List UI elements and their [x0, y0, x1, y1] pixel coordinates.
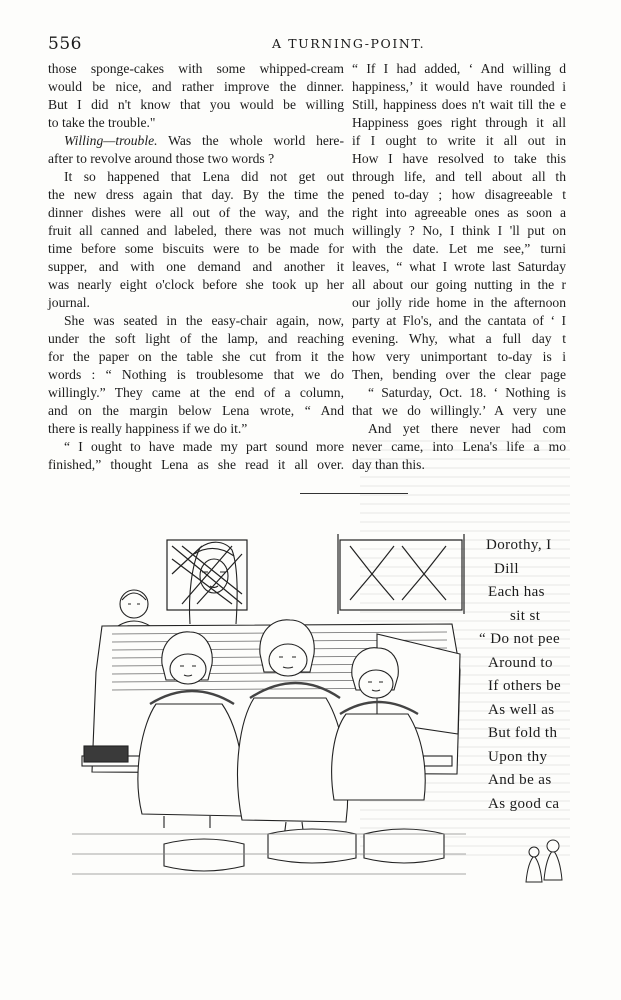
poem-line: Dorothy, I: [486, 537, 552, 553]
poem-line: As good ca: [488, 795, 560, 812]
old-woman-figure: [189, 542, 237, 624]
text-line: if I ought to write it all out in: [352, 133, 566, 148]
text-line: with the date. Let me see,” turni: [352, 241, 566, 256]
text-line: “ Saturday, Oct. 18. ‘ Nothing is: [368, 385, 566, 400]
page-number: 556: [48, 34, 82, 54]
text-line: willingly ? No, I think I 'll put on: [352, 223, 566, 238]
text-line: our jolly ride home in the afternoon: [352, 295, 566, 310]
text-line: “ I ought to have made my part sound more: [64, 439, 344, 454]
text-line: [48, 132, 344, 150]
poem-line: “ Do not pee: [479, 631, 561, 647]
text-line: never came, into Lena's life a mo: [352, 439, 566, 454]
text-line: words : “ Nothing is troublesome that we do: [48, 367, 344, 382]
poem-line: sit st: [510, 607, 541, 624]
text-line: evening. Why, what a full day t: [352, 331, 566, 346]
boy-figure: [118, 590, 150, 626]
poem-column: [466, 534, 566, 834]
text-line: how very unimportant to-day is i: [352, 349, 566, 364]
text-fragment: Was the whole world here-: [157, 133, 344, 148]
text-line: journal.: [48, 295, 90, 310]
text-line: after to revolve around those two words ?: [48, 151, 275, 166]
text-line: How I have resolved to take this: [352, 151, 566, 166]
text-line: was nearly eight o'clock before she took up her: [48, 277, 344, 292]
text-line: pened to-day ; how disagreeable t: [352, 187, 566, 202]
text-line: under the soft light of the lamp, and reaching: [48, 331, 344, 346]
text-line: time before some biscuits were to be made for: [48, 241, 344, 256]
text-line: to take the trouble.": [48, 115, 156, 130]
small-figures-vignette: [522, 826, 566, 886]
text-line: And yet there never had com: [368, 421, 566, 436]
running-title: A TURNING-POINT.: [272, 36, 426, 51]
text-line: and on the margin below Lena wrote, “ And: [48, 403, 344, 418]
text-line: all about our going nutting in the r: [352, 277, 566, 292]
left-text-column: [48, 60, 344, 474]
text-line: day than this.: [352, 457, 425, 472]
text-line: leaves, “ what I wrote last Saturday: [352, 259, 566, 274]
text-line: the new dress again that day. By the time the: [48, 187, 344, 202]
text-line: through life, and tell about all th: [352, 169, 566, 184]
text-line: Still, happiness does n't wait till the e: [352, 97, 566, 112]
right-text-column: [352, 60, 566, 474]
text-line: happiness,’ it would have rounded i: [352, 79, 566, 94]
section-divider-rule: [300, 493, 408, 494]
text-line: Then, bending over the clear page: [352, 367, 566, 382]
text-line: finished,” thought Lena as she read it all over.: [48, 457, 344, 472]
text-line: for the paper on the table she cut from it the: [48, 349, 344, 364]
text-line: there is really happiness if we do it.”: [48, 421, 248, 436]
poem-line: Each has: [488, 584, 545, 600]
poem-line: And be as: [488, 772, 552, 788]
text-line: “ If I had added, ‘ And willing d: [352, 61, 566, 76]
poem-line: Upon thy: [488, 748, 548, 765]
text-line: willingly.” They came at the end of a column,: [48, 385, 344, 400]
text-line: right into agreeable ones as soon a: [352, 205, 566, 220]
poem-line: But fold th: [488, 725, 558, 741]
poem-line: Around to: [488, 654, 553, 671]
church-windows: [167, 534, 464, 614]
text-line: dinner dishes were all out of the way, and the: [48, 205, 344, 220]
text-line: It so happened that Lena did not get out: [64, 169, 344, 184]
poem-line: As well as: [488, 701, 555, 718]
poem-line: Dill: [494, 560, 519, 577]
text-line: fruit all canned and labeled, there was not much: [48, 223, 344, 238]
text-line: She was seated in the easy-chair again, now,: [64, 313, 344, 328]
text-line: would be nice, and rather improve the dinner.: [48, 79, 344, 94]
italic-phrase: Willing—trouble.: [64, 133, 158, 148]
text-line: party at Flo's, and the cantata of ‘ I: [352, 313, 566, 328]
text-line: Happiness goes right through it all: [352, 115, 566, 130]
church-pew-illustration: [72, 534, 466, 888]
poem-line: If others be: [488, 678, 562, 694]
text-line: those sponge-cakes with some whipped-cream: [48, 61, 344, 76]
floor-hassocks: [72, 829, 466, 874]
text-line: But I did n't know that you would be willing: [48, 97, 344, 112]
text-line: supper, and with one demand and another it: [48, 259, 344, 274]
text-line: that we do willingly.’ A very une: [352, 403, 566, 418]
